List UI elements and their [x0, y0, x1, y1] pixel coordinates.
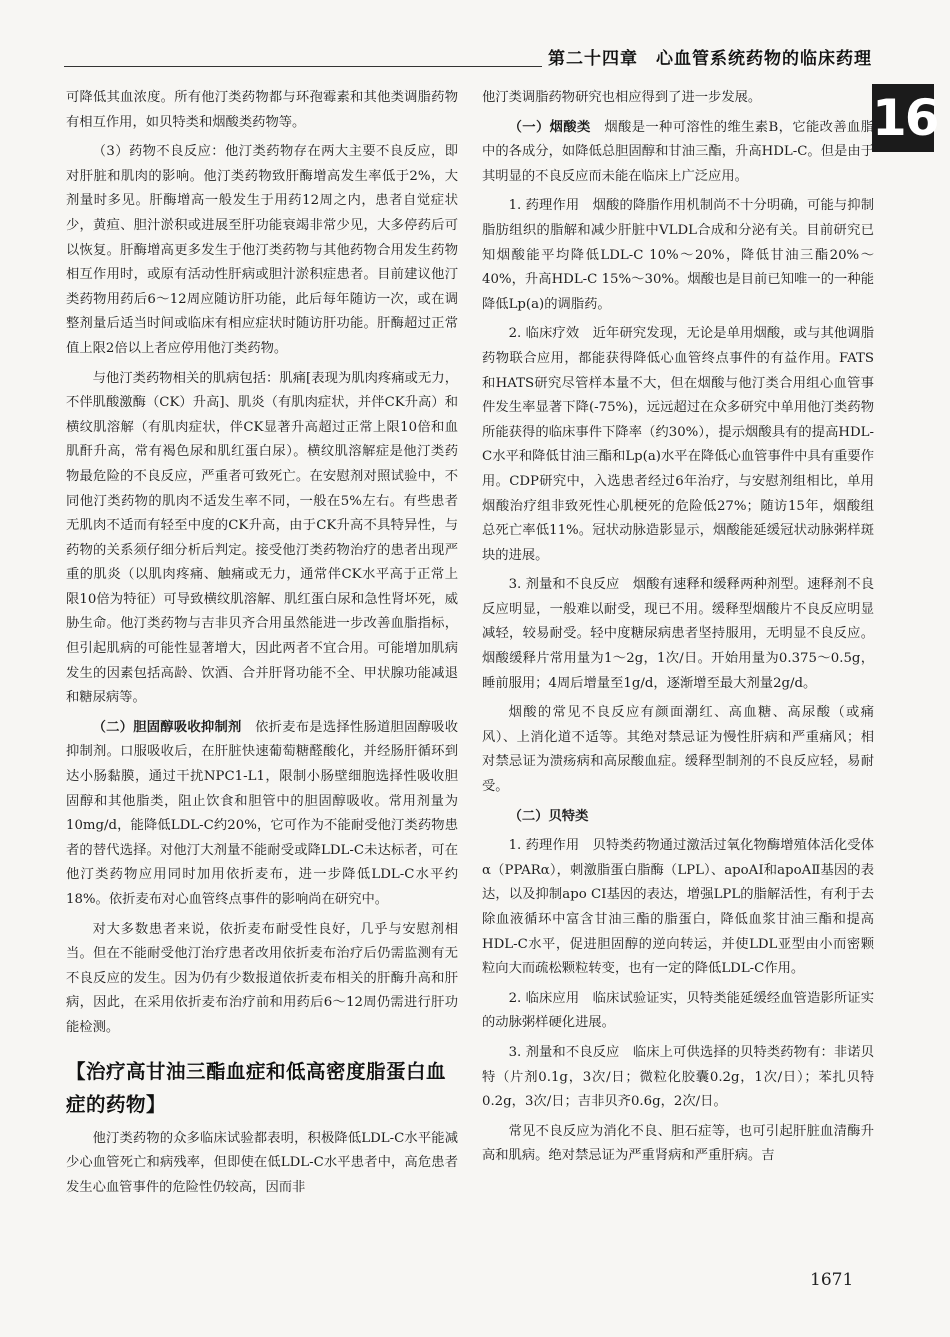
paragraph-text: 临床上可供选择的贝特类药物有：非诺贝特（片剂0.1g，3次/日；微粒化胶囊0.2g，1次/日）；苯扎贝特0.2g，3次/日；吉非贝齐0.6g，2次/日。 — [482, 1044, 874, 1110]
paragraph: （3）药物不良反应：他汀类药物存在两大主要不良反应，即对肝脏和肌肉的影响。他汀类药物致肝酶增高发生率低于2%，大剂量时多见。肝酶增高一般发生于用药12周之内，患者自觉症状少，黄疸、胆汁淤积或进展至肝功能衰竭非常少见，大多停药后可以恢复。肝酶增高更多发生于他汀类药物与其他药物合用发生药物相互作用时，或原有活动性肝病或胆汁淤积症患者。目前建议他汀类药物用药后6～12周应随访肝功能，此后每年随访一次，或在调整剂量后适当时间或临床有相应症状时随访肝功能。肝酶超过正常值上限2倍以上者应停用他汀类药物。 — [66, 144, 458, 356]
paragraph — [482, 194, 874, 317]
subsection-heading: （一）烟酸类 — [508, 119, 591, 135]
numbered-heading: 3. 剂量和不良反应 — [508, 1044, 620, 1060]
paragraph — [482, 834, 874, 982]
paragraph-text: 近年研究发现，无论是单用烟酸，或与其他调脂药物联合应用，都能获得降低心血管终点事件的有益作用。FATS和HATS研究尽管样本量不大，但在烟酸与他汀类合用组心血管事件发生率显著下降(-75%)，远远超过在众多研究中单用他汀类药物所能获得的临床事件下降率（约30%），提示烟酸具有的提高HDL-C水平和降低甘油三酯和Lp(a)水平在降低心血管事件中具有重要作用。CDP研究中，入选患者经过6年治疗，与安慰剂组相比，单用烟酸治疗组非致死性心肌梗死的危险低27%；随访15年，烟酸组总死亡率低11%。冠状动脉造影显示，烟酸能延缓冠状动脉粥样斑块的进展。 — [482, 326, 874, 563]
numbered-heading: 3. 剂量和不良反应 — [508, 577, 620, 593]
right-column — [482, 86, 874, 1174]
paragraph: 他汀类调脂药物研究也相应得到了进一步发展。 — [482, 90, 762, 105]
paragraph: 他汀类药物的众多临床试验都表明，积极降低LDL-C水平能减少心血管死亡和病残率，但即使在低LDL-C水平患者中，高危患者发生心血管事件的危险性仍较高，因而非 — [66, 1130, 458, 1195]
numbered-heading: 1. 药理作用 — [508, 198, 580, 214]
paragraph: 可降低其血浓度。所有他汀类药物都与环孢霉素和其他类调脂药物有相互作用，如贝特类和烟酸类药物等。 — [66, 90, 458, 130]
header-rule — [64, 66, 542, 67]
paragraph — [482, 987, 874, 1036]
paragraph-text: 临床试验证实，贝特类能延缓经血管造影所证实的动脉粥样硬化进展。 — [482, 990, 874, 1031]
paragraph: 对大多数患者来说，依折麦布耐受性良好，几乎与安慰剂相当。但在不能耐受他汀治疗患者改用依折麦布治疗后仍需监测有无不良反应的发生。因为仍有少数报道依折麦布相关的肝酶升高和肝病，因此，在采用依折麦布治疗前和用药后6～12周仍需进行肝功能检测。 — [66, 921, 458, 1035]
numbered-heading: 1. 药理作用 — [508, 838, 580, 854]
paragraph-text: 贝特类药物通过激活过氧化物酶增殖体活化受体α（PPARα），刺激脂蛋白脂酶（LPL）、apoAⅠ和apoAⅡ基因的表达，以及抑制apo CI基因的表达，增强LPL的脂解活性，有利于去除血液循环中富含甘油三酯的脂蛋白，降低血浆甘油三酯和提高HDL-C水平，促进胆固醇的逆向转运，并使LDL亚型由小而密颗粒向大而疏松颗粒转变，也有一定的降低LDL-C作用。 — [482, 838, 874, 977]
paragraph-text: 烟酸是一种可溶性的维生素B，它能改善血脂中的各成分，如降低总胆固醇和甘油三酯，升高HDL-C。但是由于其明显的不良反应而未能在临床上广泛应用。 — [482, 119, 875, 184]
chapter-title: 第二十四章 心血管系统药物的临床药理 — [548, 49, 872, 69]
paragraph — [482, 573, 874, 696]
paragraph: 常见不良反应为消化不良、胆石症等，也可引起肝脏血清酶升高和肌病。绝对禁忌证为严重肾病和严重肝病。吉 — [482, 1123, 874, 1164]
paragraph — [482, 322, 874, 568]
paragraph — [482, 805, 874, 830]
paragraph-text: 烟酸有速释和缓释两种剂型。速释剂不良反应明显，一般难以耐受，现已不用。缓释型烟酸片不良反应明显减轻，较易耐受。轻中度糖尿病患者坚持服用，无明显不良反应。烟酸缓释片常用量为1～2g，1次/日。开始用量为0.375～0.5g，睡前服用；4周后增量至1g/d，逐渐增至最大剂量2g/d。 — [482, 577, 874, 691]
paragraph: 烟酸的常见不良反应有颜面潮红、高血糖、高尿酸（或痛风）、上消化道不适等。其绝对禁忌证为慢性肝病和严重痛风；相对禁忌证为溃疡病和高尿酸血症。缓释型制剂的不良反应轻，易耐受。 — [482, 705, 874, 795]
paragraph — [482, 1041, 874, 1115]
paragraph — [66, 716, 458, 913]
paragraph-text: 烟酸的降脂作用机制尚不十分明确，可能与抑制脂肪组织的脂解和减少肝脏中VLDL合成和分泌有关。目前研究已知烟酸能平均降低LDL-C 10%～20%，降低甘油三酯20%～40%，升高HDL-C 15%～30%。烟酸也是目前已知唯一的一种能降低Lp(a)的调脂药。 — [482, 198, 874, 312]
page-number: 1671 — [810, 1270, 854, 1290]
subsection-heading: （二）胆固醇吸收抑制剂 — [92, 719, 242, 735]
paragraph: 与他汀类药物相关的肌病包括：肌痛[表现为肌肉疼痛或无力，不伴肌酸激酶（CK）升高]、肌炎（有肌肉症状，并伴CK升高）和横纹肌溶解（有肌肉症状，伴CK显著升高超过正常上限10倍和血肌酐升高，常有褐色尿和肌红蛋白尿）。横纹肌溶解症是他汀类药物最危险的不良反应，严重者可致死亡。在安慰剂对照试验中，不同他汀类药物的肌肉不适发生率不同，一般在5%左右。有些患者无肌肉不适而有轻至中度的CK升高，由于CK升高不具特异性，与药物的关系须仔细分析后判定。接受他汀类药物治疗的患者出现严重的肌炎（以肌肉疼痛、触痛或无力，通常伴CK水平高于正常上限10倍为特征）可导致横纹肌溶解、肌红蛋白尿和急性肾坏死，威胁生命。他汀类药物与吉非贝齐合用虽然能进一步改善血脂指标，但引起肌病的可能性显著增大，因此两者不宜合用。可能增加肌病发生的因素包括高龄、饮酒、合并肝肾功能不全、甲状腺功能减退和糖尿病等。 — [66, 370, 458, 706]
paragraph — [482, 116, 874, 190]
numbered-heading: 2. 临床疗效 — [508, 326, 580, 342]
paragraph-text: 依折麦布是选择性肠道胆固醇吸收抑制剂。口服吸收后，在肝脏快速葡萄糖醛酸化，并经肠肝循环到达小肠黏膜，通过干扰NPC1-L1，限制小肠壁细胞选择性吸收胆固醇和其他脂类，阻止饮食和胆管中的胆固醇吸收。常用剂量为10mg/d，能降低LDL-C约20%，它可作为不能耐受他汀类药物患者的替代选择。对他汀大剂量不能耐受或降LDL-C未达标者，可在他汀类药物应用同时加用依折麦布，进一步降低LDL-C水平约18%。依折麦布对心血管终点事件的影响尚在研究中。 — [66, 719, 459, 907]
left-column — [66, 86, 458, 1205]
chapter-number-tab: 16 — [872, 84, 934, 152]
section-heading: 【治疗高甘油三酯血症和低高密度脂蛋白血症的药物】 — [66, 1059, 447, 1116]
numbered-heading: 2. 临床应用 — [508, 990, 580, 1006]
subsection-heading: （二）贝特类 — [508, 808, 589, 824]
